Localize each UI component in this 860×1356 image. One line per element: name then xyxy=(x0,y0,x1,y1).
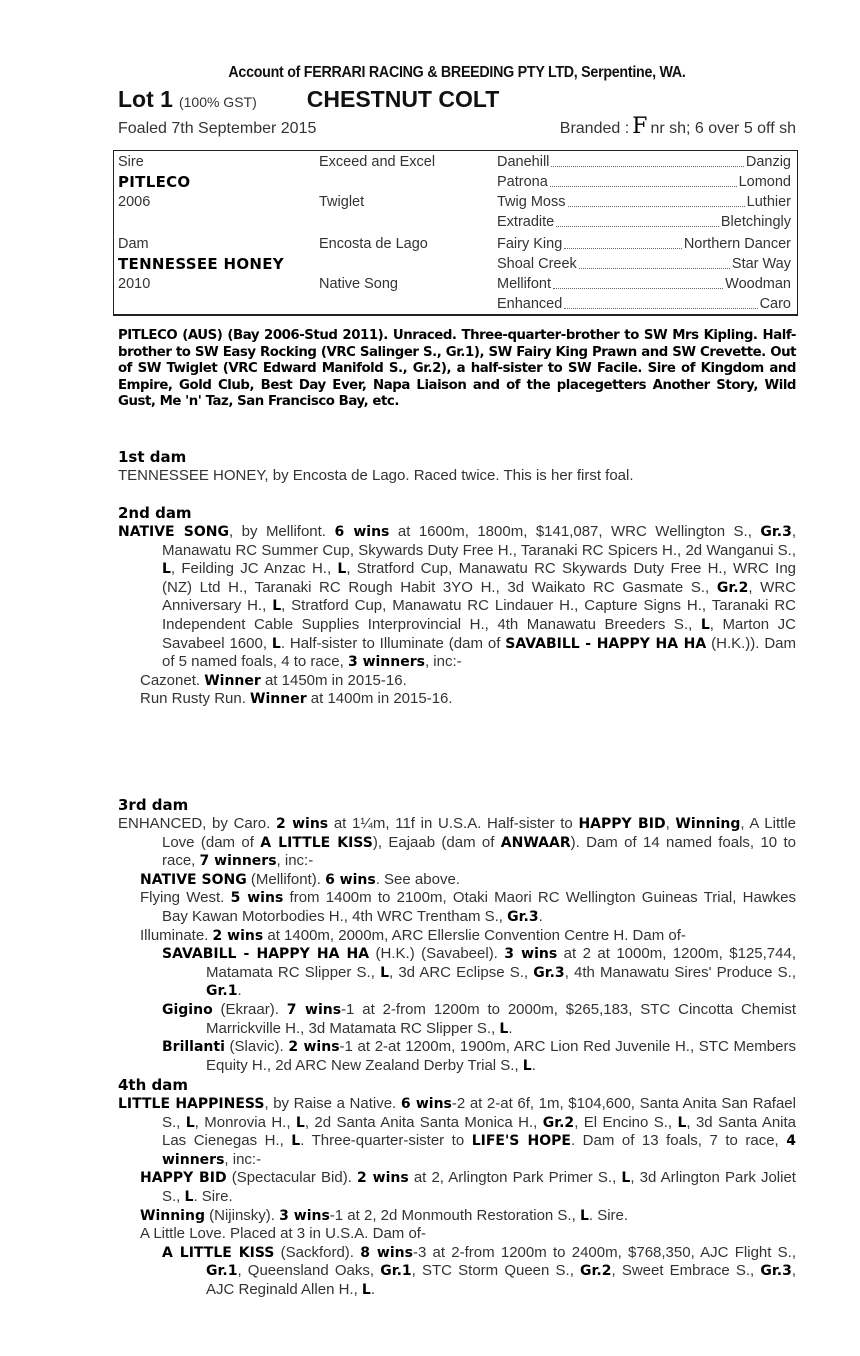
body-text: , Feilding JC Anzac H., xyxy=(170,560,338,578)
grandparent-sire: Woodman xyxy=(725,276,791,292)
grandparent-name: Fairy King xyxy=(497,236,563,252)
body-text: . See above. xyxy=(375,870,460,888)
pedigree-paragraph xyxy=(118,1001,796,1038)
dam-dam: Native Song xyxy=(319,276,398,292)
body-text: , by Raise a Native. xyxy=(264,1095,401,1112)
highlight-text: Winner xyxy=(250,691,307,708)
pedigree-paragraph xyxy=(118,871,796,890)
body-text: -3 at 2-from 1200m to 2400m, $768,350, AJC Flight S., xyxy=(412,1243,797,1261)
highlight-text: 3 winners xyxy=(347,654,425,671)
grandparent-row xyxy=(497,295,791,314)
highlight-text: Gr.3 xyxy=(760,1263,792,1280)
gst-note: (100% GST) xyxy=(178,94,257,110)
body-text: . xyxy=(538,907,543,925)
dam-section xyxy=(118,1076,796,1300)
highlight-text: L xyxy=(579,1207,589,1224)
highlight-text: Gr.3 xyxy=(507,908,539,925)
highlight-text: 8 wins xyxy=(360,1244,413,1261)
body-text: at 1450m in 2015-16. xyxy=(260,671,407,689)
grandparent-sire: Bletchingly xyxy=(720,214,791,230)
grandparent-sire: Lomond xyxy=(738,174,791,190)
highlight-text: HAPPY BID xyxy=(578,816,666,832)
body-text: . xyxy=(370,1280,376,1298)
body-text: , STC Storm Queen S., xyxy=(411,1262,581,1280)
body-text: . Sire. xyxy=(588,1206,629,1224)
highlight-text: L xyxy=(700,616,710,633)
sire-dam: Twiglet xyxy=(319,194,365,210)
highlight-text: LIFE'S HOPE xyxy=(471,1133,571,1150)
vendor-account: Account of FERRARI RACING & BREEDING PTY LTD, Serpentine, WA. xyxy=(228,64,686,81)
dam-section xyxy=(118,504,796,709)
highlight-text: 2 wins xyxy=(212,927,264,944)
highlight-text: L xyxy=(271,635,281,652)
body-text: (Spectacular Bid). xyxy=(226,1169,358,1187)
body-text: , Sweet Embrace S., xyxy=(611,1262,761,1280)
highlight-text: Gr.1 xyxy=(206,1263,238,1280)
pedigree-paragraph xyxy=(118,945,796,1001)
grandparent-row xyxy=(497,255,791,274)
body-text: -1 at 2-from 1200m to 2000m, $265,183, STC Cincotta Chemist Marrickville H., 3d Matamata RC Slipper S., xyxy=(206,1000,796,1037)
highlight-text: NATIVE SONG xyxy=(140,871,247,888)
body-text: , inc:- xyxy=(224,1150,262,1168)
highlight-text: 5 wins xyxy=(230,890,284,907)
branded-label: Branded : xyxy=(559,120,630,137)
highlight-text: 7 winners xyxy=(199,853,277,870)
dam-name: TENNESSEE HONEY xyxy=(118,255,284,273)
pedigree-paragraph xyxy=(118,467,796,486)
pedigree-table xyxy=(113,150,798,316)
pedigree-paragraph xyxy=(118,815,796,871)
highlight-text: 6 wins xyxy=(334,524,390,540)
body-text: at 1¼m, 11f in U.S.A. Half-sister to xyxy=(328,815,579,832)
highlight-text: L xyxy=(677,1114,687,1131)
body-text: (Slavic). xyxy=(224,1038,289,1056)
highlight-text: L xyxy=(162,561,171,578)
highlight-text: 3 wins xyxy=(279,1207,330,1224)
pedigree-paragraph xyxy=(118,1244,796,1300)
body-text: Run Rusty Run. xyxy=(140,690,251,708)
highlight-text: L xyxy=(184,1188,194,1205)
highlight-text: L xyxy=(522,1057,532,1074)
sire-name: PITLECO xyxy=(118,173,191,191)
leader-dots xyxy=(579,255,730,269)
body-text: -2 at 2-at 6f, 1m, $104,600, Santa Anita San Rafael S., xyxy=(162,1095,796,1131)
body-text: A Little Love. Placed at 3 in U.S.A. Dam of- xyxy=(140,1225,426,1243)
highlight-text: 2 wins xyxy=(275,816,329,832)
highlight-text: A LITTLE KISS xyxy=(162,1244,275,1261)
catalogue-page xyxy=(118,64,797,1298)
highlight-text: L xyxy=(185,1114,195,1131)
grandparent-sire: Star Way xyxy=(731,256,791,272)
body-text: at 1400m, 2000m, ARC Ellerslie Convention Centre H. Dam of- xyxy=(263,926,686,944)
sire-sire: Exceed and Excel xyxy=(319,154,436,170)
sire-label: Sire xyxy=(118,154,144,170)
grandparent-name: Enhanced xyxy=(497,296,563,312)
body-text: , 2d Santa Anita Santa Monica H., xyxy=(304,1113,543,1131)
highlight-text: 6 wins xyxy=(400,1096,452,1112)
dam-year: 2010 xyxy=(118,276,151,292)
pedigree-paragraph xyxy=(118,1169,796,1206)
body-text: -1 at 2-at 1200m, 1900m, ARC Lion Red Juvenile H., STC Members Equity H., 2d ARC New Zealand Derby Trial S., xyxy=(206,1038,796,1074)
grandparent-sire: Danzig xyxy=(745,154,791,170)
pedigree-paragraph xyxy=(118,1207,796,1226)
highlight-text: L xyxy=(499,1020,509,1037)
section-heading: 1st dam xyxy=(118,448,187,466)
pedigree-paragraph xyxy=(118,927,796,946)
highlight-text: SAVABILL - HAPPY HA HA xyxy=(162,946,370,963)
body-text: at 1600m, 1800m, $141,087, WRC Wellington S., xyxy=(389,523,761,540)
highlight-text: L xyxy=(621,1170,631,1187)
body-text: . xyxy=(237,982,242,1000)
body-text: (Sackford). xyxy=(274,1243,361,1261)
body-text: ENHANCED, by Caro. xyxy=(118,815,276,832)
body-text: ). Dam of 14 named foals, 10 to race, xyxy=(162,833,796,870)
grandparent-row xyxy=(497,173,791,192)
grandparent-sire: Caro xyxy=(759,296,791,312)
grandparent-name: Mellifont xyxy=(497,276,551,292)
lot-line xyxy=(118,86,796,114)
highlight-text: NATIVE SONG xyxy=(118,524,229,540)
highlight-text: L xyxy=(380,964,389,981)
section-heading: 4th dam xyxy=(118,1076,188,1094)
sire-year: 2006 xyxy=(118,194,151,210)
body-text: Illuminate. xyxy=(140,926,213,944)
highlight-text: Gigino xyxy=(162,1001,213,1018)
body-text: at 2, Arlington Park Primer S., xyxy=(408,1169,622,1187)
highlight-text: 3 wins xyxy=(504,946,558,963)
body-text: , AJC Reginald Allen H., xyxy=(206,1262,797,1298)
highlight-text: Brillanti xyxy=(162,1039,225,1056)
body-text: (H.K.)). Dam of 5 named foals, 4 to race, xyxy=(162,634,797,671)
lot-number: Lot 1 xyxy=(118,86,173,112)
highlight-text: Gr.3 xyxy=(533,964,565,981)
lot-description: CHESTNUT COLT xyxy=(306,86,500,112)
grandparent-row xyxy=(497,235,791,254)
brand-info xyxy=(560,114,796,139)
pedigree-paragraph xyxy=(118,889,796,926)
highlight-text: L xyxy=(361,1281,371,1298)
dam-sire: Encosta de Lago xyxy=(319,236,428,252)
highlight-text: Winning xyxy=(140,1207,205,1224)
body-text: , inc:- xyxy=(276,852,314,870)
highlight-text: A LITTLE KISS xyxy=(260,834,373,851)
body-text: ), Eajaab (dam of xyxy=(372,833,501,851)
grandparent-name: Danehill xyxy=(497,154,550,170)
highlight-text: Winning xyxy=(675,816,741,832)
foaling-brand-line xyxy=(118,114,796,138)
highlight-text: LITTLE HAPPINESS xyxy=(118,1096,265,1112)
highlight-text: 6 wins xyxy=(325,871,376,888)
leader-dots xyxy=(551,153,743,167)
section-heading: 2nd dam xyxy=(118,504,192,522)
grandparent-sire: Northern Dancer xyxy=(683,236,791,252)
body-text: , Queensland Oaks, xyxy=(237,1262,381,1280)
body-text: at 1400m in 2015-16. xyxy=(306,690,453,708)
grandparent-row xyxy=(497,275,791,294)
highlight-text: Gr.3 xyxy=(760,524,792,540)
highlight-text: L xyxy=(295,1114,305,1131)
highlight-text: Gr.1 xyxy=(206,983,238,1000)
body-text: . xyxy=(508,1019,513,1037)
highlight-text: 2 wins xyxy=(357,1170,409,1187)
body-text: , 3d Arlington Park Joliet S., xyxy=(162,1169,796,1205)
dam-section xyxy=(118,796,796,1075)
pedigree-paragraph xyxy=(118,1225,796,1244)
grandparent-name: Extradite xyxy=(497,214,555,230)
body-text: , Stratford Cup, Manawatu RC Skywards Duty Free H., WRC Ing (NZ) Ltd H., Taranaki RC Rough Habit 3YO H., 3d Waikato RC Gasmate S., xyxy=(162,560,796,596)
highlight-text: Gr.1 xyxy=(380,1263,412,1280)
brand-text: nr sh; 6 over 5 off sh xyxy=(650,120,796,137)
pedigree-paragraph xyxy=(118,1038,796,1075)
body-text: . xyxy=(531,1056,536,1074)
body-text: , xyxy=(665,815,676,832)
leader-dots xyxy=(568,193,745,207)
grandparent-sire: Luthier xyxy=(746,194,791,210)
body-text: TENNESSEE HONEY, by Encosta de Lago. Raced twice. This is her first foal. xyxy=(118,467,634,484)
highlight-text: SAVABILL - HAPPY HA HA xyxy=(505,635,707,652)
body-text: , 3d ARC Eclipse S., xyxy=(388,963,534,981)
leader-dots xyxy=(550,173,737,187)
body-text: (Mellifont). xyxy=(246,870,326,888)
highlight-text: Gr.2 xyxy=(580,1263,612,1280)
body-text: , A Little Love (dam of xyxy=(162,815,796,851)
dam-section xyxy=(118,448,796,486)
body-text: (Nijinsky). xyxy=(204,1206,280,1224)
body-text: . Three-quarter-sister to xyxy=(300,1132,472,1150)
body-text: , WRC Anniversary H., xyxy=(162,578,796,615)
highlight-text: Winner xyxy=(204,672,261,689)
body-text: (Ekraar). xyxy=(212,1000,287,1018)
body-text: (H.K.) (Savabeel). xyxy=(369,945,505,963)
body-text: . Dam of 13 foals, 7 to race, xyxy=(571,1132,787,1150)
brand-mark: F xyxy=(632,114,648,139)
body-text: . Half-sister to Illuminate (dam of xyxy=(280,634,506,652)
body-text: Cazonet. xyxy=(140,671,205,689)
pedigree-paragraph xyxy=(118,690,796,709)
pedigree-paragraph xyxy=(118,523,796,672)
section-heading: 3rd dam xyxy=(118,796,189,814)
body-text: , Manawatu RC Summer Cup, Skywards Duty Free H., Taranaki RC Spicers H., 2d Wanganui S., xyxy=(162,523,796,559)
grandparent-name: Twig Moss xyxy=(497,194,566,210)
grandparent-name: Shoal Creek xyxy=(497,256,577,272)
highlight-text: 2 wins xyxy=(288,1039,340,1056)
body-text: -1 at 2, 2d Monmouth Restoration S., xyxy=(329,1206,580,1224)
body-text: from 1400m to 2100m, Otaki Maori RC Wellington Guineas Trial, Hawkes Bay Kawan Motorbodies H., 4th WRC Trentham S., xyxy=(162,889,796,925)
dam-label: Dam xyxy=(118,236,149,252)
body-text: , by Mellifont. xyxy=(229,523,335,540)
body-text: , Monrovia H., xyxy=(194,1113,296,1131)
leader-dots xyxy=(556,213,719,227)
grandparent-row xyxy=(497,193,791,212)
body-text: Flying West. xyxy=(140,889,231,907)
pedigree-paragraph xyxy=(118,1095,796,1169)
body-text: , 3d Santa Anita Las Cienegas H., xyxy=(162,1113,797,1150)
highlight-text: Gr.2 xyxy=(542,1114,575,1131)
grandparent-name: Patrona xyxy=(497,174,548,190)
body-text: , Marton JC Savabeel 1600, xyxy=(162,615,796,652)
highlight-text: L xyxy=(272,598,282,615)
body-text: at 2 at 1000m, 1200m, $125,744, Matamata RC Slipper S., xyxy=(206,945,796,981)
body-text: , Stratford Cup, Manawatu RC Lindauer H., Capture Signs H., Taranaki RC Independent Cable Supplies Interprovincial H., 4th Manawatu Breeders S., xyxy=(162,597,796,633)
highlight-text: Gr.2 xyxy=(716,579,749,596)
foaled-date: Foaled 7th September 2015 xyxy=(118,120,317,137)
highlight-text: 4 winners xyxy=(162,1133,796,1168)
leader-dots xyxy=(553,275,723,289)
highlight-text: L xyxy=(337,561,347,578)
body-text: , inc:- xyxy=(424,653,462,671)
highlight-text: L xyxy=(291,1133,301,1150)
highlight-text: HAPPY BID xyxy=(140,1170,227,1187)
pedigree-paragraph xyxy=(118,672,796,691)
body-text: , El Encino S., xyxy=(574,1113,678,1131)
sire-description: PITLECO (AUS) (Bay 2006-Stud 2011). Unraced. Three-quarter-brother to SW Mrs Kipling. Half-brother to SW Easy Rocking (VRC Salinger S., Gr.1), SW Fairy King Prawn and SW Crevette. Out of SW Twiglet (VRC Edward Manifold S., Gr.2), a half-sister to SW Facile. Sire of Kingdom and Empire, Gold Club, Best Day Ever, Napa Liaison and of the placegetters Another Story, Wild Gust, Me 'n' Taz, San Francisco Bay, etc. xyxy=(118,328,796,409)
body-text: , 4th Manawatu Sires' Produce S., xyxy=(564,963,796,981)
highlight-text: 7 wins xyxy=(286,1001,342,1018)
body-text: . Sire. xyxy=(193,1187,233,1205)
grandparent-row xyxy=(497,213,791,232)
highlight-text: ANWAAR xyxy=(500,834,571,851)
leader-dots xyxy=(564,295,757,309)
leader-dots xyxy=(564,235,682,249)
grandparent-row xyxy=(497,153,791,172)
